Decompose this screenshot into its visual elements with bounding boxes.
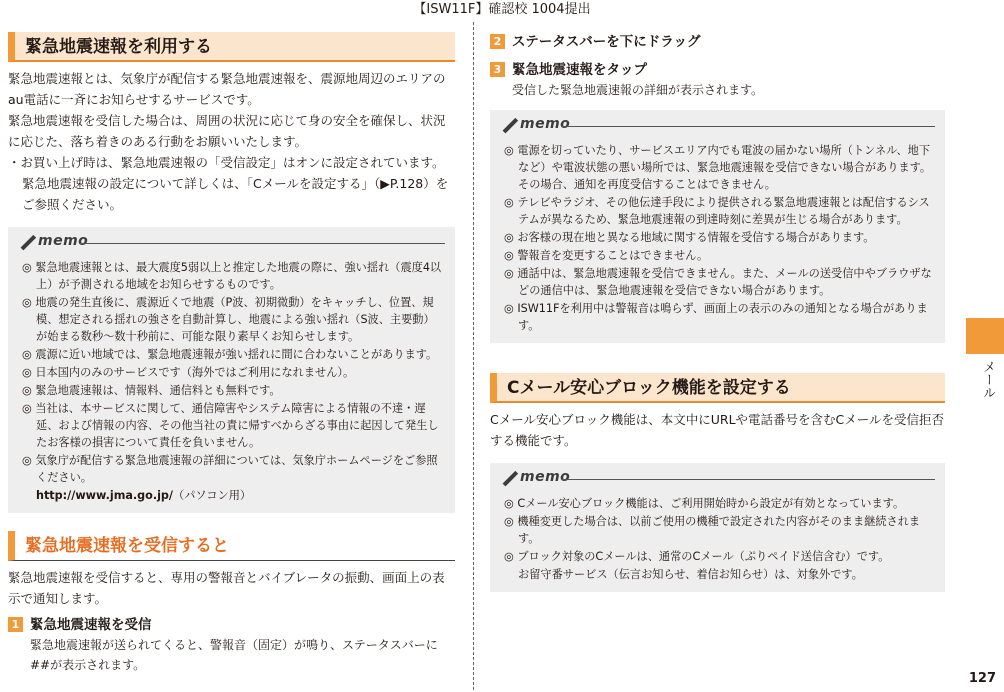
memo-item: ◎ 警報音を変更することはできません。: [504, 249, 709, 262]
memo-rule: [562, 126, 935, 127]
memo-header: [504, 114, 935, 136]
jma-url-line: [22, 487, 445, 504]
memo-label: memo: [38, 233, 89, 249]
memo-item: ◎ 気象庁が配信する緊急地震速報の詳細については、気象庁ホームページをご参照ください。: [22, 454, 438, 484]
settings-note: ・お買い上げ時は、緊急地震速報の「受信設定」はオンに設定されています。緊急地震速報の設定について詳しくは、「Cメールを設定する」（▶P.128）をご参照ください。: [8, 155, 449, 212]
memo-item: ◎ Cメール安心ブロック機能は、ご利用開始時から設定が有効となっています。: [504, 497, 905, 510]
memo-item: ◎ お客様の現在地と異なる地域に関する情報を受信する場合があります。: [504, 231, 875, 244]
pencil-icon: [503, 118, 519, 134]
memo-item: ◎ 通話中は、緊急地震速報を受信できません。また、メールの送受信中やブラウザなどの通信中は、緊急地震速報を受信できない場合があります。: [504, 267, 932, 297]
memo-item: ◎ 機種変更した場合は、以前ご使用の機種で設定された内容がそのまま継続されます。: [504, 515, 921, 545]
step-title: 緊急地震速報を受信: [30, 617, 152, 633]
memo-header: [504, 467, 935, 489]
intro-paragraph-1: 緊急地震速報とは、気象庁が配信する緊急地震速報を、震源地周辺のエリアのau電話に一斉にお知らせするサービスです。: [8, 71, 446, 107]
chapter-label: メール: [980, 360, 995, 399]
memo-label: memo: [520, 116, 571, 132]
step-title: 緊急地震速報をタップ: [512, 62, 647, 78]
step-2: [490, 32, 945, 52]
memo-item-sub: お留守番サービス（伝言お知らせ、着信お知らせ）は、対象外です。: [518, 568, 863, 581]
right-column: [490, 32, 945, 592]
memo-item: ◎ ISW11Fを利用中は警報音は鳴らず、画面上の表示のみの通知となる場合があります。: [504, 302, 928, 332]
memo-item: ◎ 緊急地震速報は、情報料、通信料とも無料です。: [22, 384, 281, 397]
step-title: ステータスバーを下にドラッグ: [512, 34, 701, 50]
memo-item: ◎ 当社は、本サービスに関して、通信障害やシステム障害による情報の不達・遅延、および情報の内容、その他当社の責に帰すべからざる事由に起因して発生したお客様の損害について責任を負いません。: [22, 402, 439, 449]
pencil-icon: [503, 471, 519, 487]
receive-paragraph: 緊急地震速報を受信すると、専用の警報音とバイブレータの振動、画面上の表示で通知します。: [8, 570, 445, 606]
chapter-tab: [966, 318, 1004, 354]
memo-item: ◎ 地震の発生直後に、震源近くで地震（P波、初期微動）をキャッチし、位置、規模、想定される揺れの強さを自動計算し、地震による強い揺れ（S波、主要動）が始まる数秒～数十秒前に、可能な限り素早くお知らせします。: [22, 296, 435, 343]
step-3: [490, 60, 945, 100]
jma-url[interactable]: http://www.jma.go.jp/: [36, 489, 174, 502]
memo-item: ◎ テレビやラジオ、その他伝達手段により提供される緊急地震速報とは配信するシステムが異なるため、緊急地震速報の到達時刻に差異が生じる場合があります。: [504, 196, 930, 226]
step-number: 2: [490, 34, 505, 49]
memo-item: ◎ 震源に近い地域では、緊急地震速報が強い揺れに間に合わないことがあります。: [22, 348, 438, 361]
step-number: 1: [8, 617, 23, 632]
page-header: 【ISW11F】確認校 1004提出: [413, 2, 591, 17]
jma-url-note: （パソコン用）: [173, 489, 252, 502]
memo-item: ◎ 緊急地震速報とは、最大震度5弱以上と推定した地震の際に、強い揺れ（震度4以上）が予測される地域をお知らせするものです。: [22, 261, 442, 291]
left-column: [8, 32, 455, 675]
memo-box-cmail: [490, 463, 945, 592]
section-bar: [8, 531, 15, 560]
memo-box-receive: [490, 110, 945, 343]
memo-rule: [562, 479, 935, 480]
column-divider: [473, 22, 474, 690]
intro-paragraph-2: 緊急地震速報を受信した場合は、周囲の状況に応じて身の安全を確保し、状況に応じた、落ち着きのある行動をお願いいたします。: [8, 113, 446, 149]
section-title-text: 緊急地震速報を受信すると: [25, 536, 229, 556]
cmail-block-paragraph: Cメール安心ブロック機能は、本文中にURLや電話番号を含むCメールを受信拒否する機能です。: [490, 412, 945, 448]
memo-label: memo: [520, 469, 571, 485]
section-title-emergency-use: 緊急地震速報を利用する: [8, 32, 455, 62]
memo-item: ◎ 日本国内のみのサービスです（海外ではご利用になれません）。: [22, 366, 355, 379]
page-number: 127: [968, 671, 996, 686]
pencil-icon: [21, 235, 37, 251]
step-number: 3: [490, 62, 505, 77]
memo-item: ◎ 電源を切っていたり、サービスエリア内でも電波の届かない場所（トンネル、地下など）や電波状態の悪い場所では、緊急地震速報を受信できない場合があります。その場合、通知を再度受信することはできません。: [504, 144, 932, 191]
step-desc: 緊急地震速報が送られてくると、警報音（固定）が鳴り、ステータスバーに##が表示されます。: [30, 638, 438, 672]
memo-header: [22, 231, 445, 253]
memo-item: ◎ ブロック対象のCメールは、通常のCメール（ぷりペイド送信含む）です。: [504, 550, 890, 563]
step-1: [8, 615, 455, 675]
section-title-cmail-block: Cメール安心ブロック機能を設定する: [490, 373, 945, 403]
memo-box-emergency: [8, 227, 455, 513]
section-title-on-receive: [8, 531, 455, 561]
step-desc: 受信した緊急地震速報の詳細が表示されます。: [512, 83, 764, 97]
memo-rule: [80, 243, 445, 244]
